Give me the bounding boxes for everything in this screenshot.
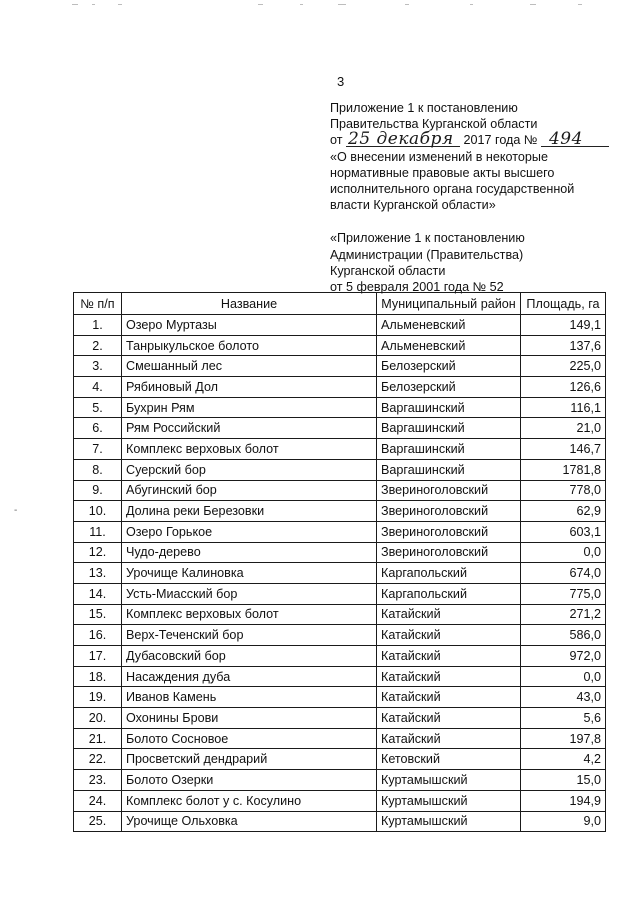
table-row: [74, 646, 606, 667]
cell-area: 1781,8: [521, 459, 606, 480]
cell-name: Дубасовский бор: [122, 646, 377, 667]
header-line-appendix: Приложение 1 к постановлению: [330, 101, 518, 115]
cell-district: Звериноголовский: [377, 521, 521, 542]
column-header-area: Площадь, га: [521, 293, 606, 315]
cell-name: Просветский дендрарий: [122, 749, 377, 770]
cell-area: 586,0: [521, 625, 606, 646]
cell-num: 3.: [74, 356, 122, 377]
table-row: [74, 728, 606, 749]
cell-area: 778,0: [521, 480, 606, 501]
cell-district: Белозерский: [377, 377, 521, 398]
cell-area: 775,0: [521, 583, 606, 604]
table-row: [74, 397, 606, 418]
table-row: [74, 563, 606, 584]
column-header-num: № п/п: [74, 293, 122, 315]
cell-num: 18.: [74, 666, 122, 687]
cell-area: 137,6: [521, 335, 606, 356]
cell-name: Болото Сосновое: [122, 728, 377, 749]
cell-name: Иванов Камень: [122, 687, 377, 708]
number-sign: №: [523, 133, 538, 148]
cell-district: Катайский: [377, 666, 521, 687]
cell-area: 194,9: [521, 790, 606, 811]
cell-district: Варгашинский: [377, 459, 521, 480]
cell-num: 2.: [74, 335, 122, 356]
cell-num: 5.: [74, 397, 122, 418]
cell-district: Варгашинский: [377, 397, 521, 418]
cell-num: 9.: [74, 480, 122, 501]
cell-district: Катайский: [377, 625, 521, 646]
cell-num: 10.: [74, 501, 122, 522]
cell-name: Озеро Горькое: [122, 521, 377, 542]
cell-district: Катайский: [377, 687, 521, 708]
cell-district: Звериноголовский: [377, 501, 521, 522]
cell-area: 972,0: [521, 646, 606, 667]
cell-area: 197,8: [521, 728, 606, 749]
table-row: [74, 666, 606, 687]
cell-district: Звериноголовский: [377, 480, 521, 501]
table-row: [74, 790, 606, 811]
cell-num: 21.: [74, 728, 122, 749]
scan-artifact-strip: [0, 3, 640, 7]
header-spacer: [330, 213, 630, 230]
handwritten-date: 25 декабря: [346, 132, 460, 147]
header-line-title-4: власти Курганской области»: [330, 198, 496, 213]
cell-num: 15.: [74, 604, 122, 625]
table-row: [74, 501, 606, 522]
cell-num: 25.: [74, 811, 122, 832]
cell-district: Белозерский: [377, 356, 521, 377]
cell-area: 0,0: [521, 542, 606, 563]
table-header-row: [74, 293, 606, 315]
cell-num: 14.: [74, 583, 122, 604]
table-row: [74, 708, 606, 729]
cell-area: 4,2: [521, 749, 606, 770]
table-row: [74, 770, 606, 791]
table-row: [74, 315, 606, 336]
cell-name: Бухрин Рям: [122, 397, 377, 418]
cell-num: 19.: [74, 687, 122, 708]
resolution-header: [330, 100, 630, 295]
handwritten-number: 494: [541, 132, 609, 147]
cell-area: 43,0: [521, 687, 606, 708]
cell-district: Кетовский: [377, 749, 521, 770]
table-row: [74, 542, 606, 563]
cell-district: Варгашинский: [377, 418, 521, 439]
cell-district: Каргапольский: [377, 583, 521, 604]
header-line-title-2: нормативные правовые акты высшего: [330, 165, 555, 180]
cell-num: 6.: [74, 418, 122, 439]
cell-name: Смешанный лес: [122, 356, 377, 377]
table-row: [74, 604, 606, 625]
cell-area: 5,6: [521, 708, 606, 729]
cell-name: Охонины Брови: [122, 708, 377, 729]
table-row: [74, 480, 606, 501]
cell-name: Рябиновый Дол: [122, 377, 377, 398]
cell-name: Комплекс болот у с. Косулино: [122, 790, 377, 811]
table-row: [74, 459, 606, 480]
cell-name: Озеро Муртазы: [122, 315, 377, 336]
table-row: [74, 418, 606, 439]
column-header-name: Название: [122, 293, 377, 315]
cell-district: Катайский: [377, 728, 521, 749]
cell-district: Альменевский: [377, 315, 521, 336]
cell-num: 8.: [74, 459, 122, 480]
cell-area: 603,1: [521, 521, 606, 542]
cell-district: Звериноголовский: [377, 542, 521, 563]
table-row: [74, 521, 606, 542]
table-row: [74, 335, 606, 356]
table-row: [74, 583, 606, 604]
header-line-administration: Администрации (Правительства): [330, 247, 524, 262]
cell-district: Варгашинский: [377, 439, 521, 460]
header-line-title-3: исполнительного органа государственной: [330, 182, 575, 197]
header-line-region: Курганской области: [330, 263, 446, 278]
cell-area: 116,1: [521, 397, 606, 418]
cell-name: Усть-Миасский бор: [122, 583, 377, 604]
cell-name: Урочище Ольховка: [122, 811, 377, 832]
cell-area: 225,0: [521, 356, 606, 377]
cell-name: Долина реки Березовки: [122, 501, 377, 522]
cell-district: Катайский: [377, 604, 521, 625]
cell-district: Каргапольский: [377, 563, 521, 584]
cell-num: 16.: [74, 625, 122, 646]
cell-num: 4.: [74, 377, 122, 398]
table-row: [74, 811, 606, 832]
cell-name: Рям Российский: [122, 418, 377, 439]
cell-num: 17.: [74, 646, 122, 667]
header-line-title-1: «О внесении изменений в некоторые: [330, 149, 548, 164]
header-line-original-date: от 5 февраля 2001 года № 52: [330, 280, 504, 295]
cell-area: 149,1: [521, 315, 606, 336]
page-number: 3: [337, 74, 345, 89]
cell-district: Альменевский: [377, 335, 521, 356]
cell-name: Комплекс верховых болот: [122, 604, 377, 625]
cell-name: Верх-Теченский бор: [122, 625, 377, 646]
cell-name: Комплекс верховых болот: [122, 439, 377, 460]
table-row: [74, 749, 606, 770]
table-row: [74, 377, 606, 398]
cell-district: Катайский: [377, 646, 521, 667]
cell-area: 0,0: [521, 666, 606, 687]
cell-name: Абугинский бор: [122, 480, 377, 501]
cell-num: 7.: [74, 439, 122, 460]
cell-name: Насаждения дуба: [122, 666, 377, 687]
header-line-government: Правительства Курганской области: [330, 117, 538, 132]
cell-name: Суерский бор: [122, 459, 377, 480]
header-line-date-number: [330, 129, 630, 150]
cell-name: Болото Озерки: [122, 770, 377, 791]
cell-area: 9,0: [521, 811, 606, 832]
cell-area: 21,0: [521, 418, 606, 439]
cell-num: 12.: [74, 542, 122, 563]
cell-district: Куртамышский: [377, 790, 521, 811]
protected-areas-table: [73, 292, 606, 832]
margin-mark: -: [14, 505, 18, 516]
table-row: [74, 439, 606, 460]
cell-area: 271,2: [521, 604, 606, 625]
cell-area: 126,6: [521, 377, 606, 398]
cell-name: Урочище Калиновка: [122, 563, 377, 584]
cell-area: 15,0: [521, 770, 606, 791]
header-line-original-appendix: «Приложение 1 к постановлению: [330, 231, 525, 246]
cell-num: 11.: [74, 521, 122, 542]
year-text: 2017 года: [463, 133, 521, 148]
cell-district: Куртамышский: [377, 770, 521, 791]
cell-name: Танрыкульское болото: [122, 335, 377, 356]
cell-area: 62,9: [521, 501, 606, 522]
table-row: [74, 687, 606, 708]
cell-name: Чудо-дерево: [122, 542, 377, 563]
column-header-district: Муниципальный район: [377, 293, 521, 315]
from-prefix: от: [330, 133, 343, 148]
cell-area: 146,7: [521, 439, 606, 460]
cell-num: 13.: [74, 563, 122, 584]
table-row: [74, 625, 606, 646]
cell-num: 20.: [74, 708, 122, 729]
cell-district: Куртамышский: [377, 811, 521, 832]
cell-district: Катайский: [377, 708, 521, 729]
cell-num: 23.: [74, 770, 122, 791]
cell-num: 1.: [74, 315, 122, 336]
cell-num: 24.: [74, 790, 122, 811]
table-row: [74, 356, 606, 377]
cell-area: 674,0: [521, 563, 606, 584]
cell-num: 22.: [74, 749, 122, 770]
